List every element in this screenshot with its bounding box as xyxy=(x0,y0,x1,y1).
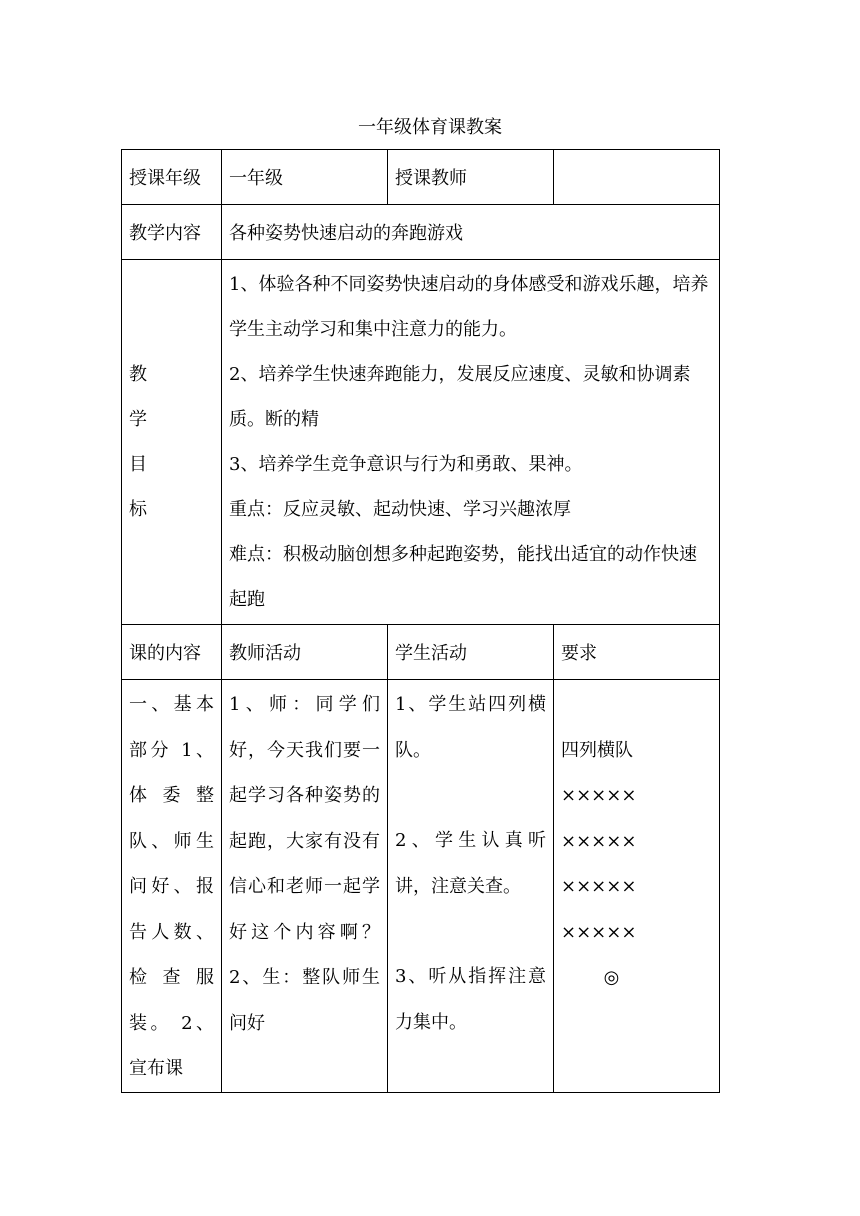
col-teacher-activity: 教师活动 xyxy=(222,625,388,680)
goals-row xyxy=(122,260,720,625)
formation-row: ××××× xyxy=(561,830,637,852)
header-row xyxy=(122,150,720,205)
student-item-1: 1、学生站四列横队。 xyxy=(395,694,546,761)
teacher-value xyxy=(554,150,720,205)
grade-value: 一年级 xyxy=(222,150,388,205)
requirement-spacer xyxy=(561,682,712,728)
student-item-2: 2、学生认真听讲，注意关查。 xyxy=(395,830,546,897)
col-lesson-content: 课的内容 xyxy=(122,625,222,680)
formation-row: ××××× xyxy=(561,876,637,897)
formation-label: 四列横队 xyxy=(561,739,633,761)
key-point: 重点：反应灵敏、起动快速、学习兴趣浓厚 xyxy=(229,499,571,520)
requirement-cell xyxy=(554,680,720,1093)
student-activity-cell xyxy=(388,680,554,1093)
lesson-plan-table xyxy=(121,149,720,1093)
col-requirement: 要求 xyxy=(554,625,720,680)
content-row xyxy=(122,205,720,260)
formation-row: ××××× xyxy=(561,921,637,943)
column-header-row xyxy=(122,625,720,680)
formation-row: ××××× xyxy=(561,785,637,806)
goals-label xyxy=(122,260,222,625)
teacher-position-mark: ◎ xyxy=(603,967,620,988)
goal-item-3: 3、培养学生竞争意识与行为和勇敢、果神。 xyxy=(229,454,583,475)
teacher-activity-cell: 1、师：同学们好，今天我们要一起学习各种姿势的起跑，大家有没有信心和老师一起学好这个内容啊？ 2、生：整队师生问好 xyxy=(222,680,388,1093)
col-student-activity: 学生活动 xyxy=(388,625,554,680)
content-value: 各种姿势快速启动的奔跑游戏 xyxy=(222,205,720,260)
goal-item-1: 1、体验各种不同姿势快速启动的身体感受和游戏乐趣，培养学生主动学习和集中注意力的能力。 xyxy=(229,274,709,340)
goals-label-char: 标 xyxy=(129,499,147,520)
content-label: 教学内容 xyxy=(122,205,222,260)
goals-label-char: 学 xyxy=(129,409,147,430)
lesson-content-cell: 一、基本部分 1、体委整队、师生问好、报告人数、检查服装。 2、宣布课 xyxy=(122,680,222,1093)
body-row xyxy=(122,680,720,1093)
difficult-point: 难点：积极动脑创想多种起跑姿势，能找出适宜的动作快速起跑 xyxy=(229,544,697,610)
grade-label: 授课年级 xyxy=(122,150,222,205)
goals-label-char: 教 xyxy=(129,364,147,385)
student-item-3: 3、听从指挥注意力集中。 xyxy=(395,966,546,1033)
document-title: 一年级体育课教案 xyxy=(358,117,502,138)
goals-label-char: 目 xyxy=(129,454,147,475)
teacher-label: 授课教师 xyxy=(388,150,554,205)
goal-item-2: 2、培养学生快速奔跑能力，发展反应速度、灵敏和协调素质。断的精 xyxy=(229,364,691,430)
goals-text xyxy=(222,260,720,625)
